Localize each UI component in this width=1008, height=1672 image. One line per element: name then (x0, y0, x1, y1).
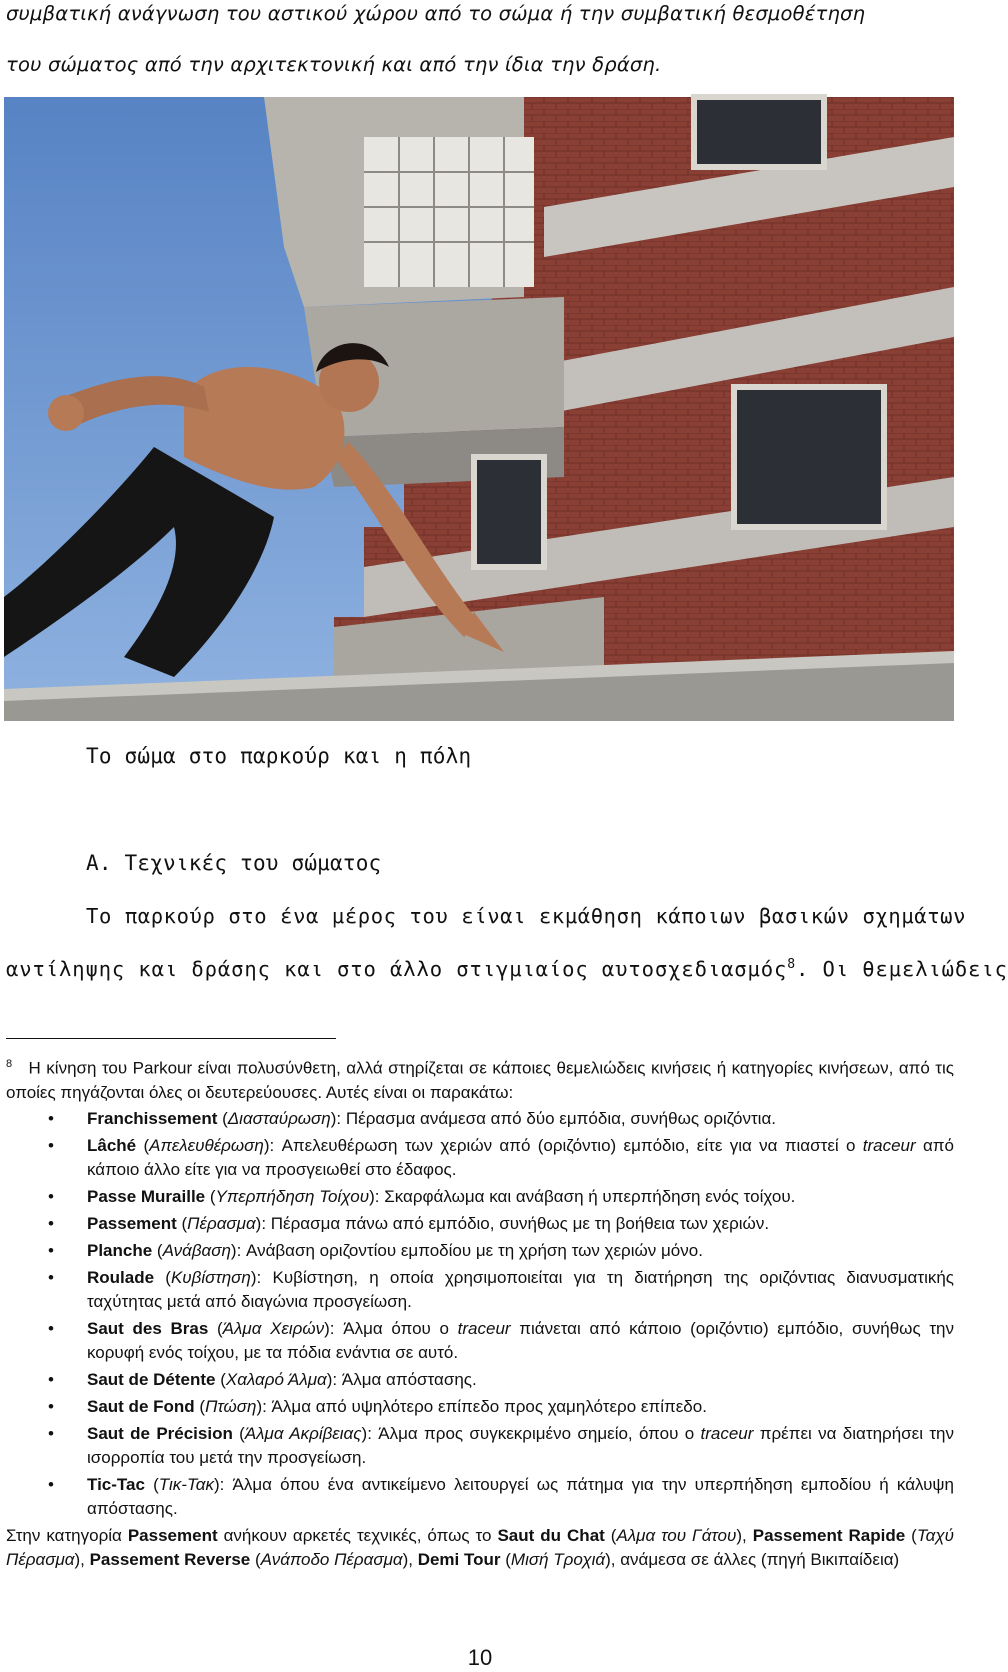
technique-item: • Saut de Précision (Άλμα Ακρίβειας): Άλμα προς συγκεκριμένο σημείο, όπου ο traceur πρέπει να διατηρήσει την ισορροπία του μετά την προσγείωση. (48, 1423, 954, 1467)
technique-item: • Saut des Bras (Άλμα Χειρών): Άλμα όπου ο traceur πιάνεται από κάποιο (οριζόντιο) εμπόδιο, συνήθως την κορυφή ενός τοίχου, με τα πόδια ενάντια σε αυτό. (48, 1318, 954, 1362)
bullet-icon: • (48, 1267, 54, 1287)
bullet-icon: • (48, 1396, 54, 1416)
paragraph-line-1: Το παρκούρ στο ένα μέρος του είναι εκμάθηση κάποιων βασικών σχημάτων (86, 904, 967, 928)
footnote-closing: Στην κατηγορία Passement ανήκουν αρκετές τεχνικές, όπως το Saut du Chat (Αλμα του Γάτου), Passement Rapide (Ταχύ Πέρασμα), Passement Reverse (Ανάποδο Πέρασμα), Demi Tour (Μισή Τροχιά), ανάμεσα σε άλλες (πηγή Βικιπαίδεια) (6, 1525, 954, 1569)
paragraph-line-2 (6, 957, 1008, 981)
technique-item: • Saut de Fond (Πτώση): Άλμα από υψηλότερο επίπεδο προς χαμηλότερο επίπεδο. (6, 1395, 954, 1419)
footnote (6, 1052, 954, 1572)
paragraph-line-2-end: . Οι θεμελιώδεις (796, 957, 1008, 981)
footnote-separator (6, 1038, 336, 1039)
technique-item: • Roulade (Κυβίστηση): Κυβίστηση, η οποία χρησιμοποιείται για τη διατήρηση της οριζόντιας διανυσματικής ταχύτητας μετά από διαγώνια προσγείωση. (48, 1267, 954, 1311)
bullet-icon: • (48, 1474, 54, 1494)
technique-item: • Franchissement (Διασταύρωση): Πέρασμα ανάμεσα από δύο εμπόδια, συνήθως οριζόντια. (6, 1107, 954, 1131)
subsection-title: Α. Τεχνικές του σώματος (86, 851, 382, 875)
section-title: Το σώμα στο παρκούρ και η πόλη (86, 744, 472, 768)
parkour-photo (4, 97, 954, 721)
bullet-icon: • (48, 1240, 54, 1260)
paragraph-line-2-start: αντίληψης και δράσης και στο άλλο στιγμιαίος αυτοσχεδιασμός (6, 957, 788, 981)
technique-item: • Tic-Tac (Τικ-Τακ): Άλμα όπου ένα αντικείμενο λειτουργεί ως πάτημα για την υπερπήδηση εμποδίου ή κάλυψη απόστασης. (48, 1474, 954, 1518)
footnote-marker: 8 (6, 1058, 13, 1070)
technique-item: • Saut de Détente (Χαλαρό Άλμα): Άλμα απόστασης. (6, 1368, 954, 1392)
intro-line-1: συμβατική ανάγνωση του αστικού χώρου από το σώμα ή την συμβατική θεσμοθέτηση (6, 2, 866, 25)
technique-list (6, 1107, 954, 1521)
footnote-intro: $^8$ Η κίνηση του Parkour είναι πολυσύνθετη, αλλά στηρίζεται σε κάποιες θεμελιώδεις κινήσεις ή κατηγορίες κινήσεων, από τις οποίες πηγάζονται όλες οι δευτερεύουσες. Αυτές είναι οι παρακάτω: (6, 1058, 954, 1102)
bullet-icon: • (48, 1318, 54, 1338)
page-number: 10 (467, 1645, 493, 1670)
technique-item: • Passement (Πέρασμα): Πέρασμα πάνω από εμπόδιο, συνήθως με τη βοήθεια των χεριών. (6, 1212, 954, 1236)
footnote-reference[interactable]: 8 (787, 957, 797, 973)
bullet-icon: • (48, 1369, 54, 1389)
technique-item: • Lâché (Απελευθέρωση): Απελευθέρωση των χεριών από (οριζόντιο) εμπόδιο, είτε για να πιαστεί ο traceur από κάποιο άλλο είτε για να προσγειωθεί στο έδαφος. (48, 1135, 954, 1179)
bullet-icon: • (48, 1135, 54, 1155)
bullet-icon: • (48, 1108, 54, 1128)
bullet-icon: • (48, 1213, 54, 1233)
bullet-icon: • (48, 1186, 54, 1206)
technique-item: • Passe Muraille (Υπερπήδηση Τοίχου): Σκαρφάλωμα και ανάβαση ή υπερπήδηση ενός τοίχου. (6, 1185, 954, 1209)
technique-item: • Planche (Ανάβαση): Ανάβαση οριζοντίου εμποδίου με τη χρήση των χεριών μόνο. (6, 1239, 954, 1263)
bullet-icon: • (48, 1423, 54, 1443)
intro-line-2: του σώματος από την αρχιτεκτονική και από την ίδια την δράση. (6, 53, 662, 76)
